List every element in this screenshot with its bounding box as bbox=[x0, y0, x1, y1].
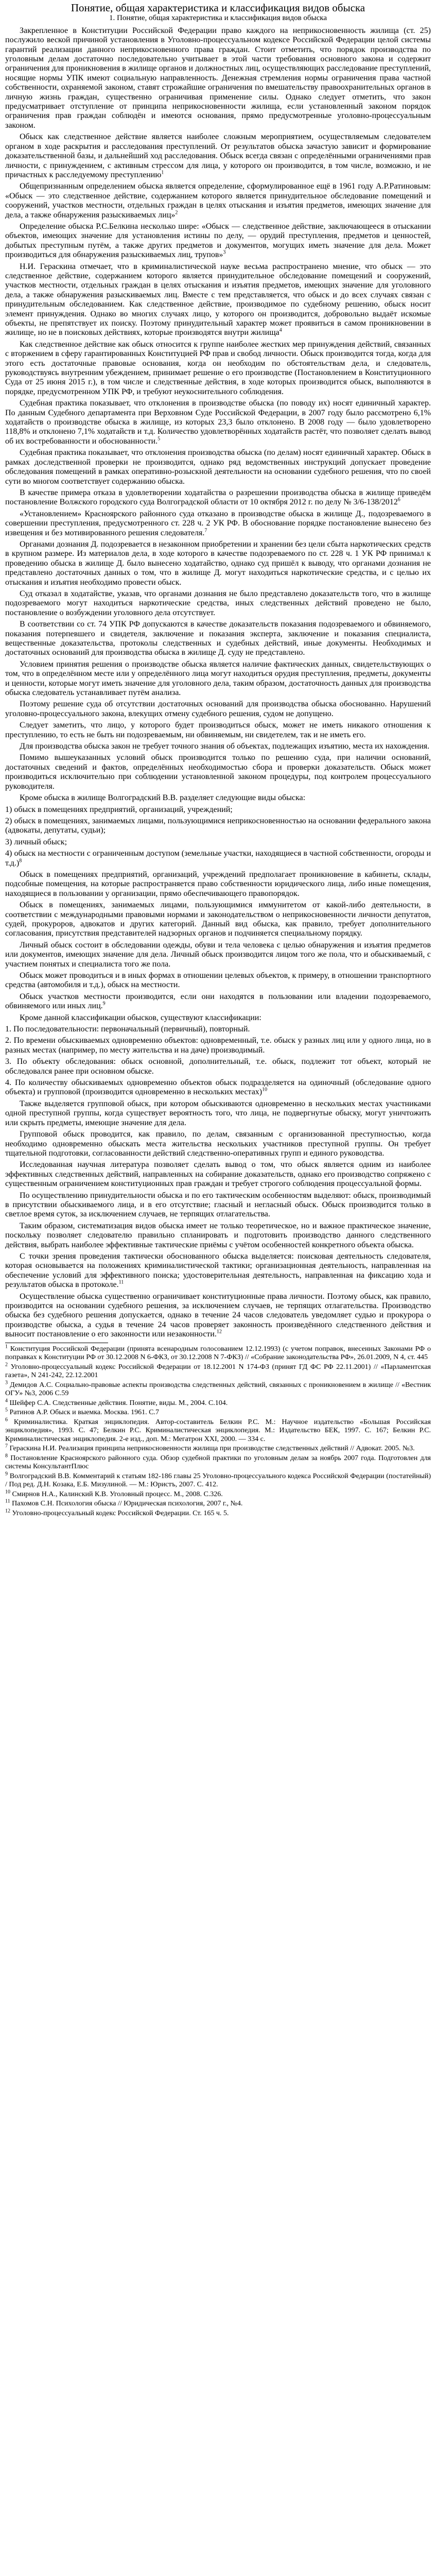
paragraph-text: Кроме обыска в жилище Волгоградский В.В. разделяет следующие виды обыска: bbox=[20, 793, 306, 803]
paragraph bbox=[5, 849, 431, 868]
paragraph-text: Определение обыска Р.С.Белкина несколько шире: «Обыск — следственное действие, заключающееся в отыскании объектов, имеющих значение для установления истины по делу, — орудий преступления, предметов и ценностей, добытых преступным путём, а также других предметов и документов, могущих иметь значение для дела. Может производиться для обнаружения разыскиваемых лиц, трупов» bbox=[5, 222, 431, 260]
footnote-number: 12 bbox=[5, 1507, 10, 1514]
paragraph bbox=[5, 1252, 431, 1290]
paragraph bbox=[5, 700, 431, 719]
paragraph bbox=[5, 540, 431, 587]
paragraph bbox=[5, 870, 431, 899]
footnote-ref[interactable]: 12 bbox=[216, 1329, 222, 1335]
footnote-text: Уголовно-процессуальный кодекс Российской Федерации от 18.12.2001 N 174-ФЗ (принят ГД ФС РФ 22.11.2001) // «Парламентская газета», N 241-242, 22.12.2001 bbox=[5, 1363, 431, 1380]
footnote-number: 5 bbox=[5, 1407, 8, 1413]
footnote-number: 4 bbox=[5, 1397, 8, 1403]
paragraph bbox=[5, 753, 431, 791]
paragraph-text: Общепризнанным определением обыска является определение, сформулированное ещё в 1961 году А.Р.Ратиновым: «Обыск — это следственное действие, содержанием которого является принудительное обследование помещений и сооружений, участков местности, отдельных граждан в целях отыскания и изъятия предметов, имеющих значение для дела, а также обнаружения разыскиваемых лиц» bbox=[5, 182, 431, 219]
paragraph-text: Н.И. Гераскина отмечает, что в криминалистической науке весьма распространено мнение, что обыск — это следственное действие, содержанием которого является принудительное обследование помещений и сооружений, участков местности, отдельных граждан в целях отыскания и изъятия предметов, имеющих значение для уголовного дела, а также обнаружения разыскиваемых лиц. Вместе с тем представляется, что обыск и до всех случаях связан с принудительным обследованием. Как следственное действие, производимое по судебному решению, обыск носит элемент принуждения. Однако во многих случаях лицо, у которого он производится, добровольно выдаёт искомые объекты, не препятствует их поиску. Поэтому принудительный характер может проявиться в самом проникновении в жилище, но не в поисковых действиях, которые производятся внутри жилища bbox=[5, 262, 431, 337]
paragraph bbox=[5, 1130, 431, 1158]
footnote-number: 8 bbox=[5, 1452, 8, 1459]
paragraph-text: Исследованная научная литература позволяет сделать вывод о том, что обыск является одним из наиболее эффективных следственных действий, направленных на собирание доказательств, однако его производство сопряжено с существенным ограничением конституционных прав граждан и требует строгого соблюдения процессуальной формы. bbox=[5, 1160, 431, 1189]
footnote-item bbox=[5, 1454, 431, 1471]
footnote-number: 7 bbox=[5, 1443, 8, 1449]
footnote-item bbox=[5, 1500, 431, 1509]
footnote-ref[interactable]: 3 bbox=[223, 249, 226, 256]
paragraph-text: Закрепленное в Конституции Российской Федерации право каждого на неприкосновенность жилища (ст. 25) послужило веской причиной установления в Уголовно-процессуальном кодексе Российской Федерации целой системы гарантий реализации данного неприкосновенного права граждан. Стоит отметить, что порядок производства по уголовным делам достаточно последовательно учитывает в этой части требования основного закона и содержит ограничения для проникновения в жилище органов и должностных лиц, осуществляющих расследование преступлений, носящие нормы УПК имеют социальную направленность. Денежная стремления нормы ограничения права частной собственности, охраняемой законом, ставят строжайшие ограничения по вмешательству правоохранительных органов в личную жизнь граждан, существенно ограничивая применение силы. Однако следует отметить, что закон предусматривает отступление от принципа неприкосновенности жилища, если установленный законом порядок ограничения прав граждан соблюдён и имеются основания, прямо предусмотренные уголовно-процессуальным законом. bbox=[5, 26, 431, 130]
paragraph bbox=[5, 1292, 431, 1340]
paragraph-text: Осуществление обыска существенно ограничивает конституционные права личности. Поэтому обыск, как правило, производится на основании судебного решения, за исключением случаев, не терпящих отлагательства. Производство обыска без судебного решения допускается, однако в течение 24 часов следователь уведомляет судью и прокурора о производстве обыска, а судья в течение 24 часов проверяет законность произведённого следственного действия и выносит постановление о его законности или незаконности. bbox=[5, 1292, 431, 1339]
footnote-item bbox=[5, 1418, 431, 1444]
footnote-item bbox=[5, 1399, 431, 1408]
paragraph-text: Помимо вышеуказанных условий обыск производится только по решению суда, при наличии оснований, достаточных сведений и фактов, определённых необходимостью сбора и проверки доказательств. Обыск может производиться исключительно при соблюдении установленной законом процедуры, под контролем процессуального руководителя. bbox=[5, 753, 431, 791]
paragraph bbox=[5, 721, 431, 740]
paragraph bbox=[5, 488, 431, 507]
paragraph bbox=[5, 805, 431, 815]
footnote-item bbox=[5, 1472, 431, 1489]
paragraph-text: В качестве примера отказа в удовлетворении ходатайства о разрешении производства обыска в жилище приведём постановление Волжского городского суда Волгоградской области от 10 октября 2012 г. по делу № 3/6-138/2012 bbox=[5, 488, 431, 507]
paragraph-text: Групповой обыск проводится, как правило, по делам, связанным с организованной преступностью, когда необходимо одновременно обыскать места жительства нескольких участников преступной группы. Он требует тщательной подготовки, согласованности действий следственно-оперативных групп и единого руководства. bbox=[5, 1130, 431, 1158]
footnote-text: Ратинов А.Р. Обыск и выемка. Москва. 1961. С.7 bbox=[9, 1409, 159, 1417]
paragraph-text: Суд отказал в ходатайстве, указав, что органами дознания не было представлено доказательств того, что в жилище подозреваемого могут находиться наркотические средства, иных следственных действий проведено не было, постановление о возбуждении уголовного дела отсутствует. bbox=[5, 589, 431, 617]
paragraph-text: В соответствии со ст. 74 УПК РФ допускаются в качестве доказательств показания подозреваемого и обвиняемого, показания потерпевшего и свидетеля, заключение и показания эксперта, заключение и показания специалиста, вещественные доказательства, протоколы следственных и судебных действий, иные документы. Необходимых и достаточных оснований для производства обыска в жилище Д. суду не представлено. bbox=[5, 620, 431, 657]
paragraph-text: Обыск участков местности производится, если они находятся в пользовании или владении подозреваемого, обвиняемого или иных лиц. bbox=[5, 992, 431, 1011]
footnote-text: Волгоградский В.В. Комментарий к статьям 182-186 главы 25 Уголовно-процессуального кодекса Российской Федерации (постатейный) / Под ред. Д.Н. Козака, Е.Б. Мизулиной. — М.: Юристъ, 2007. С. 412. bbox=[5, 1472, 431, 1489]
footnote-number: 1 bbox=[5, 1343, 8, 1349]
footnote-text: Смирнов Н.А., Калинский К.В. Уголовный процесс. М., 2008. С.326. bbox=[12, 1490, 223, 1498]
paragraph bbox=[5, 510, 431, 538]
paragraph bbox=[5, 262, 431, 338]
paragraph bbox=[5, 1222, 431, 1250]
paragraph bbox=[5, 971, 431, 990]
paragraph-text: Личный обыск состоит в обследовании одежды, обуви и тела человека с целью обнаружения и изъятия предметов или документов, имеющих значение для дела. Личный обыск производится лицом того же пола, что и обыскиваемый, с участием понятых и специалиста того же пола. bbox=[5, 940, 431, 969]
paragraph-text: 1) обыск в помещениях предприятий, организаций, учреждений; bbox=[5, 805, 233, 814]
footnote-ref[interactable]: 11 bbox=[118, 1279, 124, 1285]
paragraph bbox=[5, 742, 431, 751]
article-body bbox=[5, 26, 431, 1340]
paragraph bbox=[5, 1191, 431, 1219]
paragraph-text: Для производства обыска закон не требует точного знания об объектах, подлежащих изъятию, места их нахождения. bbox=[20, 742, 430, 751]
footnote-text: Уголовно-процессуальный кодекс Российской Федерации. Ст. 165 ч. 5. bbox=[12, 1509, 229, 1517]
paragraph bbox=[5, 941, 431, 969]
paragraph bbox=[5, 838, 431, 847]
paragraph-text: С точки зрения проведения тактически обоснованного обыска выделяется: поисковая деятельность следователя, которая основывается на положениях криминалистической тактики; организационная деятельность, направленная на обеспечение условий для эффективного поиска; удостоверительная деятельность, направленная на фиксацию хода и результатов обыска в протоколе. bbox=[5, 1251, 431, 1290]
paragraph-text: Кроме данной классификации обысков, существуют классификации: bbox=[20, 1013, 261, 1022]
paragraph-text: 3. По объекту обследования: обыск основной, дополнительный, т.е. обыск, подлежит тот объект, который не обследовался ранее при основном обыске. bbox=[5, 1057, 431, 1076]
footnote-ref[interactable]: 7 bbox=[204, 528, 207, 534]
footnote-text: Демидов А.С. Социально-правовые аспекты производства следственных действий, связанных с проникновением в жилище // «Вестник ОГУ» №3, 2006 С.59 bbox=[5, 1381, 431, 1398]
footnote-number: 2 bbox=[5, 1361, 8, 1367]
footnote-number: 6 bbox=[5, 1416, 8, 1422]
paragraph-text: Условием принятия решения о производстве обыска является наличие фактических данных, свидетельствующих о том, что в определённом месте или у определённого лица могут находиться орудия преступления, предметы, документы и ценности, которые могут иметь значение для уголовного дела, таким образом, достаточность данных для производства обыска следователь устанавливает путём анализа. bbox=[5, 659, 431, 698]
paragraph bbox=[5, 660, 431, 698]
paragraph bbox=[5, 992, 431, 1011]
footnote-text: Гераскина Н.И. Реализация принципа неприкосновенности жилища при производстве следственных действий // Адвокат. 2005. №3. bbox=[9, 1445, 415, 1453]
footnote-number: 10 bbox=[5, 1488, 10, 1495]
paragraph bbox=[5, 1057, 431, 1076]
paragraph bbox=[5, 340, 431, 397]
paragraph-text: Судебная практика показывает, что отклонения в производстве обыска (по поводу их) носят единичный характер. По данным Судебного департамента при Верховном Суде Российской Федерации, в 2007 году было рассмотрено 6,1% ходатайств о производстве обыска в жилище, из которых 23,3 было отклонено. В 2008 году — было удовлетворено 118,8% и отклонено 7,1% ходатайств и т.д. Количество удовлетворённых ходатайств растёт, что позволяет сделать вывод об их востребованности и обоснованности. bbox=[5, 399, 431, 446]
paragraph bbox=[5, 1078, 431, 1097]
paragraph-text: Обыск в помещениях предприятий, организаций, учреждений предполагает проникновение в кабинеты, склады, подсобные помещения, на которые распространяется право собственности юридического лица, либо иные помещения, находящиеся в пользовании у организации, прямо обеспечивающего правопорядок. bbox=[5, 870, 431, 898]
paragraph-text: Обыск в помещениях, занимаемых лицами, пользующимися иммунитетом от какой-либо деятельности, в соответствии с международными правовыми нормами и законодательством о неприкосновенности личности депутатов, судей, прокуроров, адвокатов и других категорий. Данный вид обыска, как правило, требует дополнительного согласования, присутствия представителей надзорных органов и подчиняется специальному порядку. bbox=[5, 901, 431, 938]
footnote-ref[interactable]: 1 bbox=[161, 170, 164, 176]
paragraph bbox=[5, 182, 431, 220]
paragraph bbox=[5, 399, 431, 446]
paragraph-text: Обыск может проводиться и в иных формах в отношении целевых объектов, к примеру, в отношении транспортного средства (автомобиля и т.д.), обыск на местности. bbox=[5, 971, 431, 990]
paragraph-text: Судебная практика показывает, что отклонения производства обыска (по делам) носят единичный характер. Обыск в рамках доследственной проверки не производится, однако ряд ведомственных инструкций допускает проведение обследования помещений в рамках оперативно-розыскной деятельности на основании судебного решения, что по своей сути во многом соответствует содержанию обыска. bbox=[5, 448, 431, 486]
paragraph bbox=[5, 817, 431, 836]
paragraph-text: Обыск как следственное действие является наиболее сложным мероприятием, осуществляемым следователем органом в ходе раскрытия и расследования преступлений. От результатов обыска зачастую зависит и формирование доказательственной базы, и дальнейший ход расследования. Обыск всегда связан с определёнными ограничениями прав личности, с принуждением, с активным стрессом для лица, у которого он производится, в том числе, возможно, и не причастных к расследуемому преступлению bbox=[5, 132, 431, 179]
footnote-text: Постановление Красноярского районного суда. Обзор судебной практики по уголовным делам за ноябрь 2007 года. Подготовлен для системы КонсультантПлюс bbox=[5, 1454, 431, 1471]
paragraph-text: «Установлением» Красноярского районного суда отказано в производстве обыска в жилище Д., подозреваемого в совершении преступления, предусмотренного ст. 228 ч. 2 УК РФ. В обоснование порядке постановление вынесено без извещения и без мотивированного решения следователя. bbox=[5, 509, 431, 537]
footnote-ref[interactable]: 2 bbox=[175, 210, 178, 216]
footnote-text: Криминалистика. Краткая энциклопедия. Автор-составитель Белкин Р.С. М.: Научное издательство «Большая Российская энциклопедия», 1993. С. 47; Белкин Р.С. Криминалистическая энциклопедия. М.: Издательство БЕК, 1997. С. 167; Белкин Р.С. Криминалистическая энциклопедия. 2-е изд., доп. М.: Мегатрон XXI, 2000. — 334 с. bbox=[5, 1418, 431, 1443]
footnote-item bbox=[5, 1490, 431, 1499]
paragraph bbox=[5, 901, 431, 939]
paragraph-text: 2. По времени обыскиваемых одновременно объектов: одновременный, т.е. обыск у разных лиц или у одного лица, но в разных местах (например, по месту жительства и на даче) производимый. bbox=[5, 1036, 431, 1055]
footnote-ref[interactable]: 9 bbox=[102, 1001, 106, 1007]
footnote-item bbox=[5, 1507, 431, 1518]
paragraph-text: 1. По последовательности: первоначальный (первичный), повторный. bbox=[5, 1025, 250, 1034]
footnote-item bbox=[5, 1363, 431, 1380]
footnote-item bbox=[5, 1345, 431, 1362]
paragraph-text: Поэтому решение суда об отсутствии достаточных оснований для производства обыска обоснованно. Нарушений уголовно-процессуального закона, влекущих отмену судебного решения, судом не допущено. bbox=[5, 700, 431, 718]
footnote-item bbox=[5, 1445, 431, 1453]
paragraph bbox=[5, 222, 431, 260]
paragraph bbox=[5, 1099, 431, 1128]
footnote-item bbox=[5, 1381, 431, 1398]
paragraph-text: Таким образом, систематизация видов обыска имеет не только теоретическое, но и важное практическое значение, поскольку позволяет следователю правильно спланировать и подготовить производство данного следственного действия, выбрать наиболее эффективные тактические приёмы с учётом особенностей конкретного объекта обыска. bbox=[5, 1221, 431, 1249]
footnote-text: Пахомов С.Н. Психология обыска // Юридическая психология, 2007 г., №4. bbox=[12, 1500, 243, 1508]
paragraph-text: По осуществлению принудительности обыска и по его тактическим особенностям выделяют: обыск, производимый в присутствии обыскиваемого лица, и в его отсутствие; гласный и негласный обыск. Обыск производится только в светлое время суток, за исключением случаев, не терпящих отлагательства. bbox=[5, 1191, 431, 1219]
footnote-number: 9 bbox=[5, 1470, 8, 1477]
paragraph-text: 3) личный обыск; bbox=[5, 837, 67, 846]
section-heading: 1. Понятие, общая характеристика и классификация видов обыска bbox=[109, 14, 327, 23]
footnote-number: 11 bbox=[5, 1498, 10, 1504]
paragraph-text: Как следственное действие как обыск относится к группе наиболее жестких мер принуждения действий, связанных с вторжением в сферу гарантированных Конституцией РФ прав и свобод личности. Обыск производится тогда, когда для этого есть достаточные правовые основания, когда он необходим по обстоятельствам дела, и следователь, руководствуясь внутренним убеждением, принимает решение о его производстве (Постановлением в Конституционного Суда от 25 июня 2015 г.), в том числе и следственные действия, в ходе которых производится обыск, выполняются в порядке, предусмотренном УПК РФ, и требуют неукоснительного соблюдения. bbox=[5, 340, 431, 396]
footnote-ref[interactable]: 4 bbox=[279, 328, 282, 334]
paragraph bbox=[5, 1160, 431, 1189]
paragraph-text: 2) обыск в помещениях, занимаемых лицами, пользующимися неприкосновенностью на основании федерального закона (адвокаты, депутаты, судьи); bbox=[5, 816, 431, 835]
paragraph-text: Следует заметить, что лицо, у которого будет производиться обыск, может не иметь никакого отношения к преступлению, то есть не быть ни подозреваемым, ни обвиняемым, ни свидетелем, так и не иметь его. bbox=[5, 721, 431, 739]
paragraph-text: 4) обыск на местности с ограниченным доступом (земельные участки, находящиеся в частной собственности, огороды и т.д.) bbox=[5, 849, 431, 868]
paragraph bbox=[5, 620, 431, 658]
paragraph-text: Также выделяется групповой обыск, при котором обыскиваются одновременно в нескольких местах участниками одной преступной группы, когда существует вероятность того, что лица, не подвергнутые обыску, могут уничтожить или скрыть предметы, имеющие значение для дела. bbox=[5, 1099, 431, 1127]
paragraph bbox=[5, 1013, 431, 1023]
paragraph bbox=[5, 132, 431, 180]
footnote-ref[interactable]: 8 bbox=[19, 858, 22, 864]
footnote-text: Шейфер С.А. Следственные действия. Понятие, виды. М., 2004. С.104. bbox=[9, 1399, 228, 1407]
footnote-ref[interactable]: 10 bbox=[262, 1087, 268, 1093]
footnote-number: 3 bbox=[5, 1379, 8, 1385]
footnote-ref[interactable]: 6 bbox=[397, 497, 400, 503]
footnote-text: Конституция Российской Федерации (принята всенародным голосованием 12.12.1993) (с учетом поправок, внесенных Законами РФ о поправках к Конституции РФ от 30.12.2008 N 6-ФКЗ, от 30.12.2008 N 7-ФКЗ) // «Собрание законодательства РФ», 26.01.2009, N 4, ст. 445 bbox=[5, 1345, 431, 1362]
paragraph bbox=[5, 793, 431, 803]
footnote-ref[interactable]: 5 bbox=[158, 436, 161, 442]
page-title: Понятие, общая характеристика и классификация видов обыска bbox=[71, 2, 365, 14]
paragraph bbox=[5, 1036, 431, 1055]
paragraph-text: 4. По количеству обыскиваемых одновременно объектов обыск подразделяется на одиночный (обследование одного объекта) и групповой (производится одновременно в нескольких местах) bbox=[5, 1078, 431, 1097]
paragraph bbox=[5, 26, 431, 130]
paragraph bbox=[5, 448, 431, 486]
paragraph-text: Органами дознания Д. подозревается в незаконном приобретении и хранении без цели сбыта наркотических средств в крупном размере. Из материалов дела, в ходе которого в качестве подозреваемого по ст. 228 ч. 1 УК РФ принимал к проведению обыска в жилище Д. было вынесено ходатайство, однако суд пришёл к выводу, что органами дознания не представлено достаточных данных о том, что в жилище Д. могут находиться наркотические средства, и с целью их отыскания и изъятия необходимо провести обыск. bbox=[5, 539, 431, 587]
paragraph bbox=[5, 1025, 431, 1034]
footnotes-list bbox=[5, 1345, 431, 1518]
footnote-item bbox=[5, 1409, 431, 1417]
paragraph bbox=[5, 589, 431, 618]
